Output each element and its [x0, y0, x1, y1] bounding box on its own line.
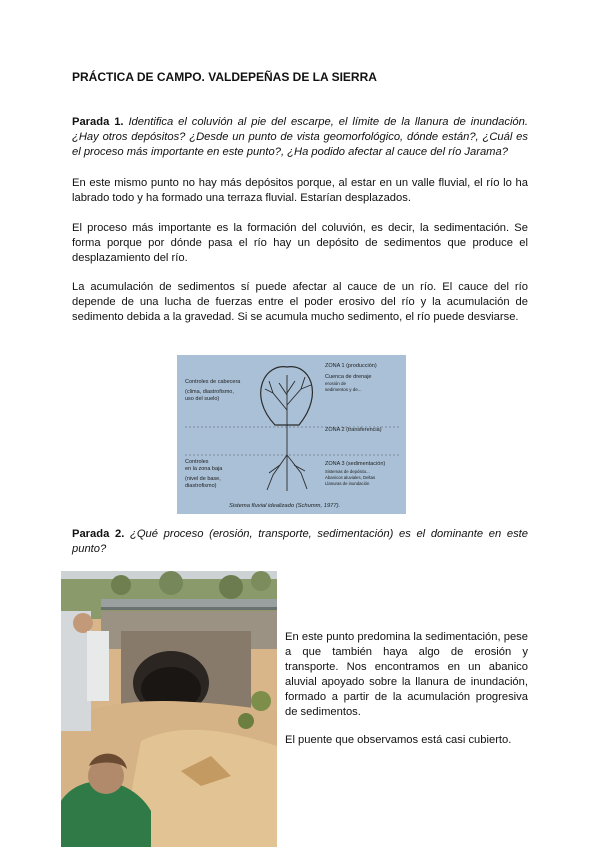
diagram-left-bottom-2: en la zona baja [185, 466, 223, 472]
diagram-zone2: ZONA 2 (transferencia) [325, 427, 382, 433]
stop2-question-paragraph [72, 527, 528, 557]
stop1-label: Parada 1. [72, 116, 124, 128]
diagram-left-bottom-3: (nivel de base, [185, 476, 221, 482]
stop1-question-paragraph [72, 115, 528, 160]
stop2-answer-2: El puente que observamos está casi cubierto. [285, 734, 512, 746]
fluvial-system-diagram [177, 355, 406, 514]
page-title: PRÁCTICA DE CAMPO. VALDEPEÑAS DE LA SIERRA [72, 70, 377, 84]
stop2-answer-1: En este punto predomina la sedimentación, pese a que también haya algo de erosión y transporte. Nos encontramos en un abanico aluvial apoyado sobre la llanura de inundación, formado a partir de la acumulación progresiva de sedimentos. [285, 631, 528, 718]
stop2-label: Parada 2. [72, 528, 125, 540]
diagram-zone3-line4: Llanuras de inundación [325, 481, 370, 486]
diagram-zone3-line3: Abanicos aluviales, Deltas [325, 475, 376, 480]
diagram-zone1-line2: Cuenca de drenaje [325, 374, 372, 380]
stop1-answer-2: El proceso más importante es la formación del coluvión, es decir, la sedimentación. Se forma porque por dónde pasa el río hay un depósito de sedimentos que produce el desplazamiento del río. [72, 222, 528, 264]
stop1-answer-1: En este mismo punto no hay más depósitos porque, al estar en un valle fluvial, el río lo ha labrado todo y ha formado una terraza fluvial. Estarían desplazados. [72, 177, 528, 204]
diagram-left-bottom-4: diastrofismo) [185, 483, 217, 489]
diagram-zone1-line3: erosión de [325, 381, 347, 386]
diagram-zone1-line4: sedimentos y de... [325, 387, 362, 392]
stop1-answer-3: La acumulación de sedimentos sí puede afectar al cauce de un río. El cauce del río depende de una lucha de fuerzas entre el poder erosivo del río y la acumulación de sedimento debida a la gravedad. Si se acumula mucho sedimento, el río puede desviarse. [72, 281, 528, 323]
diagram-zone1-title: ZONA 1 (producción) [325, 363, 377, 369]
diagram-left-top-3: uso del suelo) [185, 396, 220, 402]
stop1-question: Identifica el coluvión al pie del escarpe, el límite de la llanura de inundación. ¿Hay otros depósitos? ¿Desde un punto de vista geomorfológico, dónde están?, ¿Cuál es el proceso más importante en este punto?, ¿Ha podido afectar al cauce del río Jarama? [72, 116, 528, 158]
field-photo [61, 571, 277, 847]
diagram-left-top-2: (clima, diastrofismo, [185, 389, 234, 395]
diagram-zone3-title: ZONA 3 (sedimentación) [325, 461, 386, 467]
diagram-zone3-line2: Sistemas de depósito... [325, 469, 370, 474]
diagram-left-top-1: Controles de cabecera [185, 379, 241, 385]
diagram-caption: Sistema fluvial idealizado (Schumm, 1977). [229, 503, 341, 509]
stop2-question: ¿Qué proceso (erosión, transporte, sedimentación) es el dominante en este punto? [72, 528, 528, 555]
diagram-left-bottom-1: Controles [185, 459, 209, 465]
